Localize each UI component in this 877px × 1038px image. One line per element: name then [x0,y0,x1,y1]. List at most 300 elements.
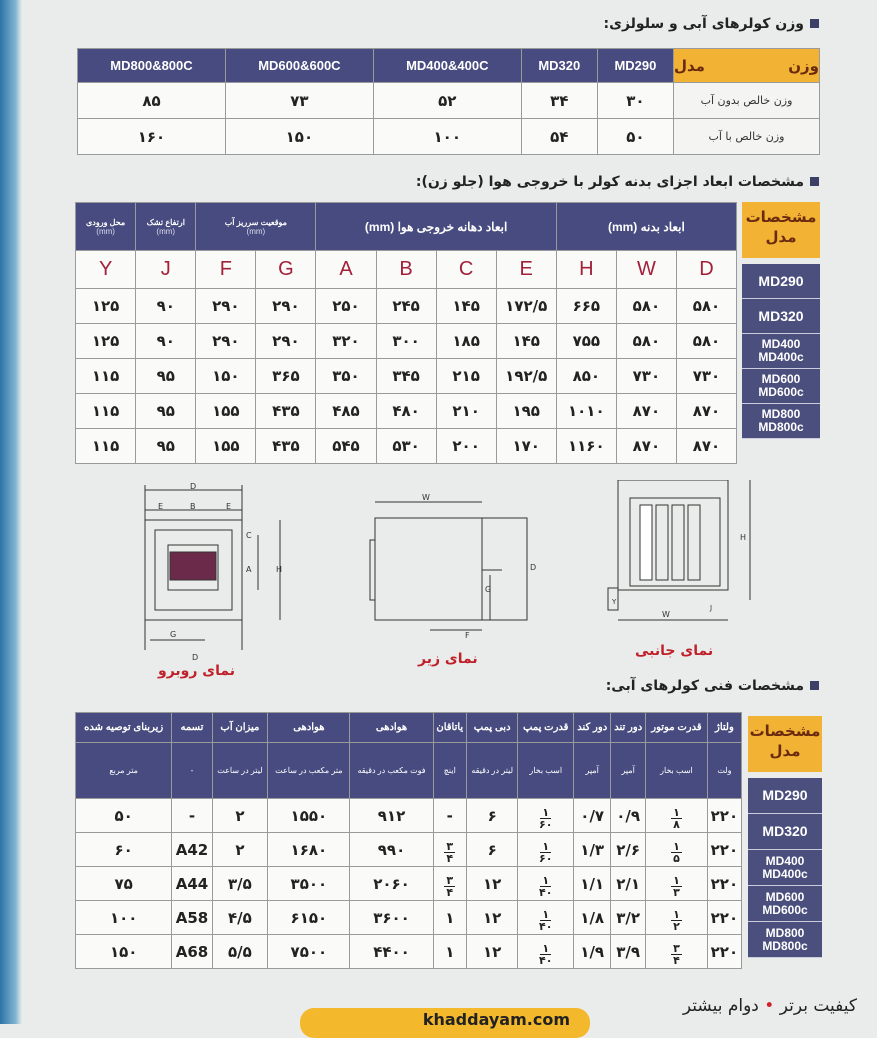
dims-cell: ۵۴۵ [316,429,376,464]
tech-cell [646,935,708,969]
dims-cell: ۳۰۰ [376,324,436,359]
dims-cell: ۹۵ [136,394,196,429]
svg-text:Y: Y [612,598,617,606]
tech-cell: ۳/۲ [611,901,646,935]
dims-group-header [196,203,316,251]
svg-text:G: G [485,585,492,594]
dims-cell: ۱۸۵ [436,324,496,359]
weights-table [77,48,820,155]
tech-title [606,678,819,694]
model-name: MD800 [761,407,801,422]
tech-row [76,833,742,867]
dims-cell: ۳۵۰ [316,359,376,394]
dims-cell: ۷۳۰ [676,359,736,394]
fraction-denominator: ۴۰ [539,919,553,933]
dims-cell: ۳۴۵ [376,359,436,394]
tech-header-name: قدرت موتور [646,713,708,743]
dims-cell: ۱۱۵ [76,359,136,394]
fraction-denominator: ۴ [673,953,680,967]
dims-letter-header: W [616,251,676,289]
dims-cell: ۱۵۵ [196,394,256,429]
model-name: MD320 [762,823,808,840]
tech-cell: ۲ [212,833,268,867]
tech-header-unit: آمپر [611,743,646,799]
weights-row-label: وزن خالص با آب [674,119,820,155]
weights-model-header: MD400&400C [373,49,521,83]
weights-cell: ۵۴ [521,119,597,155]
tech-cell: ۳۶۰۰ [350,901,433,935]
dims-cell: ۲۹۰ [256,324,316,359]
tech-header-unit: اسب بخار [646,743,708,799]
dims-cell: ۸۷۰ [616,394,676,429]
tech-cell: ۳/۵ [212,867,268,901]
tech-row [76,935,742,969]
dims-group-label: ارتفاع تشک [146,217,185,227]
tech-header-unit: متر مکعب در ساعت [268,743,350,799]
dims-cell: ۴۳۵ [256,394,316,429]
fraction-numerator: ۱ [673,805,680,819]
dims-cell: ۷۵۵ [556,324,616,359]
svg-text:W: W [422,493,430,502]
dims-cell: ۹۵ [136,429,196,464]
dims-group-header [316,203,556,251]
dims-cell: ۲۱۰ [436,394,496,429]
tech-cell: ۱۰۰ [76,901,172,935]
svg-text:D: D [530,563,537,572]
tech-cell: ۲۲۰ [707,901,741,935]
dims-letter-header: C [436,251,496,289]
dims-group-label: ابعاد بدنه (mm) [607,219,685,234]
fraction-value [444,875,455,898]
corner-model: مدل [674,56,705,75]
dims-cell: ۱۴۵ [496,324,556,359]
tech-row [76,867,742,901]
svg-text:B: B [190,502,196,511]
dims-group-unit: (mm) [246,226,266,236]
tech-cell: ۱۵۰ [76,935,172,969]
fraction-value [539,841,552,864]
fraction-value [671,909,682,932]
tech-cell: ۱ [433,901,466,935]
fraction-numerator: ۱ [542,873,550,887]
fraction-numerator: ۱ [542,839,550,853]
model-label [742,299,820,334]
model-label [748,922,822,958]
fraction-value [539,875,552,898]
dims-group-unit: (mm) [156,226,176,236]
tech-cell: - [172,799,212,833]
svg-text:H: H [740,533,747,542]
dims-cell: ۲۱۵ [436,359,496,394]
fraction-value [539,909,552,932]
tech-cell: ۷۵ [76,867,172,901]
model-label [748,814,822,850]
weights-cell: ۱۰۰ [373,119,521,155]
fraction-denominator: ۴۰ [539,885,553,899]
dims-group-label: موقعیت سرریز آب [224,217,287,227]
tech-header-name: قدرت پمپ [518,713,574,743]
dims-row [76,429,737,464]
fraction-numerator: ۳ [673,941,680,955]
fraction-value [671,875,682,898]
tech-header-name: هوادهی [268,713,350,743]
dims-row [76,324,737,359]
fraction-numerator: ۱ [542,941,550,955]
tech-header-unit: اسب بخار [518,743,574,799]
weights-cell: ۳۰ [597,83,673,119]
dims-cell: ۴۸۰ [376,394,436,429]
tech-header-unit: ولت [707,743,741,799]
dims-cell: ۲۹۰ [256,289,316,324]
dims-cell: ۸۵۰ [556,359,616,394]
weights-model-header: MD290 [597,49,673,83]
dims-letter-header: F [196,251,256,289]
dims-cell: ۸۷۰ [676,394,736,429]
tech-cell: ۲/۶ [611,833,646,867]
fraction-numerator: ۱ [542,805,550,819]
tech-cell: ۰/۹ [611,799,646,833]
weights-cell: ۸۵ [78,83,226,119]
dims-cell: ۲۹۰ [196,324,256,359]
tech-cell: - [433,799,466,833]
tech-table [75,712,742,969]
svg-text:D: D [190,482,197,491]
tech-cell: A58 [172,901,212,935]
model-name: MD400 [761,337,801,352]
model-label [748,886,822,922]
dims-letter-header: J [136,251,196,289]
tech-cell: ۴۴۰۰ [350,935,433,969]
weights-model-header: MD320 [521,49,597,83]
svg-text:E: E [226,502,232,511]
dims-letter-header: D [676,251,736,289]
tech-cell: ۹۹۰ [350,833,433,867]
dims-cell: ۲۴۵ [376,289,436,324]
fraction-numerator: ۱ [673,907,680,921]
tech-cell: ۵/۵ [212,935,268,969]
corner-weight: وزن [788,56,819,75]
tech-name-row [76,713,742,743]
dims-cell: ۴۳۵ [256,429,316,464]
tech-cell [518,901,574,935]
website-badge [300,1008,590,1038]
tech-cell: ۲۰۶۰ [350,867,433,901]
dims-cell: ۹۵ [136,359,196,394]
fraction-value [444,841,455,864]
tech-cell: ۹۱۲ [350,799,433,833]
dims-cell: ۱۰۱۰ [556,394,616,429]
tech-corner-cell [748,716,822,772]
fraction-value [671,943,682,966]
dims-cell: ۱۹۲/۵ [496,359,556,394]
tech-cell: A44 [172,867,212,901]
weights-title [604,16,819,32]
tech-title-text: مشخصات فنی کولرهای آبی: [605,678,804,694]
model-name: MD320 [758,307,804,324]
weights-cell: ۳۴ [521,83,597,119]
tech-cell [646,833,708,867]
dims-cell: ۴۸۵ [316,394,376,429]
dims-table [75,202,737,464]
tech-cell: ۱۲ [467,901,518,935]
weights-cell: ۷۳ [225,83,373,119]
tech-cell [646,901,708,935]
svg-text:J: J [710,604,713,612]
dims-cell: ۱۱۵ [76,394,136,429]
tech-cell: ۲۲۰ [707,799,741,833]
corner-model: مدل [769,741,801,760]
fraction-numerator: ۱ [673,873,680,887]
weights-cell: ۵۰ [597,119,673,155]
weights-row-label: وزن خالص بدون آب [674,83,820,119]
tech-cell: A42 [172,833,212,867]
dims-letter-header: A [316,251,376,289]
front-view-diagram [145,482,282,660]
dims-group-header [136,203,196,251]
tech-cell: ۷۵۰۰ [268,935,350,969]
tech-cell: ۲۲۰ [707,867,741,901]
dims-cell: ۵۸۰ [616,289,676,324]
tech-cell: ۲۲۰ [707,935,741,969]
dims-corner-cell [742,202,820,258]
tech-header-name: زیربنای توصیه شده [76,713,172,743]
fraction-denominator: ۵ [673,851,680,865]
dims-letter-header: E [496,251,556,289]
dims-letter-header: H [556,251,616,289]
tech-header-name: دور تند [611,713,646,743]
dims-group-label: محل ورودی [86,217,126,227]
dims-letter-header: G [256,251,316,289]
dims-group-label: ابعاد دهانه خروجی هوا (mm) [364,219,508,234]
fraction-value [671,807,682,830]
tech-header-name: هوادهی [350,713,433,743]
fraction-denominator: ۴۰ [539,953,553,967]
dims-cell: ۹۰ [136,324,196,359]
model-label [742,369,820,404]
fraction-numerator: ۱ [542,907,550,921]
tech-cell [518,935,574,969]
weights-title-text: وزن کولرهای آبی و سلولزی: [603,16,804,32]
slogan-part-b: دوام بیشتر [682,996,759,1016]
model-name: MD800c [758,420,804,434]
model-name: MD400c [762,866,808,881]
front-view-caption: نمای روبرو [158,663,236,679]
slogan-part-a: کیفیت برتر [779,996,857,1016]
tech-header-unit: - [172,743,212,799]
fraction-numerator: ۳ [446,839,454,853]
dims-cell: ۵۸۰ [676,324,736,359]
dims-cell: ۵۸۰ [676,289,736,324]
tech-cell: ۱۲ [467,935,518,969]
weights-model-header: MD800&800C [78,49,226,83]
tech-header-name: ولتاژ [707,713,741,743]
model-name: MD800 [765,925,805,940]
svg-text:D: D [192,653,199,660]
dims-title-text: مشخصات ابعاد اجزای بدنه کولر با خروجی هوا (جلو زن): [415,174,804,190]
dims-cell: ۹۰ [136,289,196,324]
svg-text:C: C [246,531,252,540]
tech-cell: ۰/۷ [574,799,611,833]
fraction-denominator: ۲ [673,919,680,933]
dims-cell: ۱۵۰ [196,359,256,394]
fraction-denominator: ۶۰ [539,817,553,831]
fraction-value [671,841,682,864]
dims-cell: ۱۷۰ [496,429,556,464]
model-name: MD600c [758,385,804,399]
tech-header-name: دبی پمپ [467,713,518,743]
svg-text:F: F [465,631,470,640]
fraction-denominator: ۸ [673,817,680,831]
weights-corner-cell [674,49,820,83]
model-name: MD600c [762,902,808,917]
model-label [748,850,822,886]
dims-cell: ۱۱۶۰ [556,429,616,464]
bullet-square-icon [810,177,819,186]
weights-cell: ۱۵۰ [225,119,373,155]
fraction-numerator: ۱ [673,839,680,853]
tech-cell [518,799,574,833]
svg-text:E: E [158,502,164,511]
dims-cell: ۲۰۰ [436,429,496,464]
tech-cell [433,833,466,867]
bullet-square-icon [810,681,819,690]
fraction-denominator: ۴ [446,851,454,865]
dims-cell: ۳۶۵ [256,359,316,394]
dims-title [416,174,819,190]
dims-group-unit: (mm) [96,226,115,236]
model-name: MD600 [765,889,805,904]
dims-row [76,394,737,429]
dims-letter-header: Y [76,251,136,289]
fraction-value [539,807,552,830]
corner-specs: مشخصات [745,208,817,226]
tech-header-unit: لیتر در دقیقه [467,743,518,799]
model-label [748,778,822,814]
tech-row [76,901,742,935]
dims-group-row [76,203,737,251]
weights-header-row [78,49,820,83]
model-name: MD400c [758,350,804,364]
tech-cell: ۱۲ [467,867,518,901]
weights-model-header: MD600&600C [225,49,373,83]
fraction-denominator: ۳ [673,885,680,899]
corner-model: مدل [765,227,797,246]
tech-header-name: تسمه [172,713,212,743]
dims-cell: ۱۱۵ [76,429,136,464]
page-edge [0,0,22,1024]
weights-row [78,119,820,155]
fraction-numerator: ۳ [446,873,454,887]
dims-cell: ۱۴۵ [436,289,496,324]
dims-cell: ۱۲۵ [76,324,136,359]
dims-group-header [556,203,736,251]
slogan [683,996,857,1016]
slogan-dot: • [764,996,775,1016]
tech-cell: ۲/۱ [611,867,646,901]
model-name: MD400 [765,853,805,868]
tech-cell: ۱/۸ [574,901,611,935]
model-label [742,404,820,439]
side-view-diagram [608,480,750,620]
dims-cell: ۵۸۰ [616,324,676,359]
corner-specs: مشخصات [749,722,821,740]
svg-text:A: A [246,565,252,574]
website-text: khaddayam.com [422,1010,570,1029]
dims-letter-header: B [376,251,436,289]
dims-cell: ۶۶۵ [556,289,616,324]
fraction-denominator: ۶۰ [539,851,553,865]
svg-text:G: G [170,630,177,639]
tech-cell [646,799,708,833]
fraction-value [539,943,552,966]
tech-cell: ۶۰ [76,833,172,867]
tech-cell [433,867,466,901]
svg-text:W: W [662,610,670,619]
tech-cell: ۶ [467,833,518,867]
tech-cell: ۲۲۰ [707,833,741,867]
cooler-diagrams [130,480,810,660]
tech-cell: ۱/۱ [574,867,611,901]
model-label [742,264,820,299]
bullet-square-icon [810,19,819,28]
tech-cell: ۱۶۸۰ [268,833,350,867]
model-name: MD600 [761,372,801,387]
tech-cell: ۱۵۵۰ [268,799,350,833]
tech-cell: ۵۰ [76,799,172,833]
bottom-view-caption: نمای زیر [418,651,478,667]
tech-cell: ۲ [212,799,268,833]
tech-row [76,799,742,833]
dims-cell: ۱۵۵ [196,429,256,464]
tech-header-unit: فوت مکعب در دقیقه [350,743,433,799]
tech-header-unit: متر مربع [76,743,172,799]
dims-cell: ۵۳۰ [376,429,436,464]
dims-cell: ۸۷۰ [616,429,676,464]
tech-header-unit: آمپر [574,743,611,799]
dims-cell: ۲۵۰ [316,289,376,324]
tech-cell: ۳۵۰۰ [268,867,350,901]
dims-cell: ۱۹۵ [496,394,556,429]
tech-cell: ۳/۹ [611,935,646,969]
dims-cell: ۷۳۰ [616,359,676,394]
tech-header-unit: لیتر در ساعت [212,743,268,799]
tech-header-name: دور کند [574,713,611,743]
tech-cell: ۶۱۵۰ [268,901,350,935]
weights-row [78,83,820,119]
tech-cell: ۴/۵ [212,901,268,935]
dims-letter-row [76,251,737,289]
tech-unit-row [76,743,742,799]
tech-cell: ۱ [433,935,466,969]
dims-cell: ۳۲۰ [316,324,376,359]
tech-cell [646,867,708,901]
weights-cell: ۵۲ [373,83,521,119]
dims-cell: ۲۹۰ [196,289,256,324]
tech-cell [518,833,574,867]
model-label [742,334,820,369]
dims-cell: ۸۷۰ [676,429,736,464]
dims-cell: ۱۷۲/۵ [496,289,556,324]
dims-cell: ۱۲۵ [76,289,136,324]
tech-header-name: میزان آب [212,713,268,743]
model-name: MD290 [762,787,808,804]
bottom-view-diagram [370,493,536,640]
fraction-denominator: ۴ [446,885,454,899]
side-view-caption: نمای جانبی [635,643,714,659]
weights-cell: ۱۶۰ [78,119,226,155]
dims-row [76,289,737,324]
tech-header-unit: اینچ [433,743,466,799]
